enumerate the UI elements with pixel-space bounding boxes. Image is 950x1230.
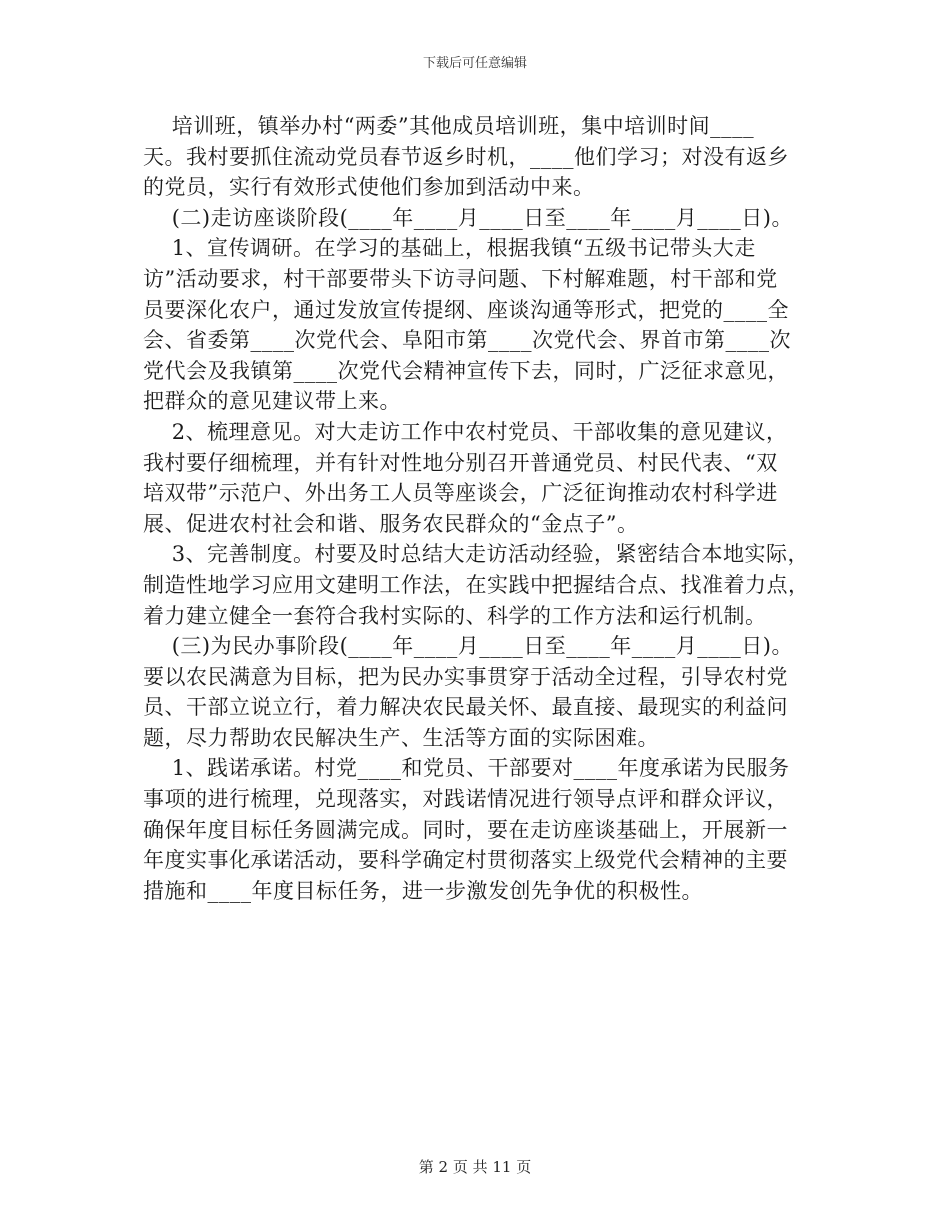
text-line: 会、省委第____次党代会、阜阳市第____次党代会、界首市第____次 xyxy=(143,328,791,353)
page-header: 下载后可任意编辑 xyxy=(422,56,527,71)
text-line: 把群众的意见建议带上来。 xyxy=(143,389,401,414)
text-line: 制造性地学习应用文建明工作法，在实践中把握结合点、找准着力点， xyxy=(143,572,810,597)
page-number: 第 2 页 共 11 页 xyxy=(418,1158,532,1176)
text-line: 年度实事化承诺活动，要科学确定村贯彻落实上级党代会精神的主要 xyxy=(143,848,788,873)
text-line: 3、完善制度。村要及时总结大走访活动经验，紧密结合本地实际， xyxy=(143,542,810,567)
text-line: 员要深化农户，通过发放宣传提纲、座谈沟通等形式，把党的____全 xyxy=(143,297,789,322)
text-line: 1、践诺承诺。村党____和党员、干部要对____年度承诺为民服务 xyxy=(143,756,790,781)
text-line: 培训班，镇举办村“两委”其他成员培训班，集中培训时间____ xyxy=(143,114,755,138)
text-line: 的党员，实行有效形式使他们参加到活动中来。 xyxy=(143,175,595,200)
text-line: 天。我村要抓住流动党员春节返乡时机，____他们学习；对没有返乡 xyxy=(143,144,789,169)
text-line: 2、梳理意见。对大走访工作中农村党员、干部收集的意见建议， xyxy=(143,419,788,444)
section-heading: (三)为民办事阶段(____年____月____日至____年____月____日)。 xyxy=(143,634,793,659)
section-heading: (二)走访座谈阶段(____年____月____日至____年____月____日)。 xyxy=(143,205,793,230)
text-line: 确保年度目标任务圆满完成。同时，要在走访座谈基础上，开展新一 xyxy=(143,817,788,842)
text-line: 着力建立健全一套符合我村实际的、科学的工作方法和运行机制。 xyxy=(143,603,767,628)
text-line: 党代会及我镇第____次党代会精神宣传下去，同时，广泛征求意见， xyxy=(143,358,789,383)
text-line: 我村要仔细梳理，并有针对性地分别召开普通党员、村民代表、“双 xyxy=(143,450,778,475)
text-line: 培双带”示范户、外出务工人员等座谈会，广泛征询推动农村科学进 xyxy=(143,481,778,506)
text-line: 措施和____年度目标任务，进一步激发创先争优的积极性。 xyxy=(143,878,703,903)
text-line: 题，尽力帮助农民解决生产、生活等方面的实际困难。 xyxy=(143,725,659,750)
text-line: 展、促进农村社会和谐、服务农民群众的“金点子”。 xyxy=(143,511,639,536)
text-line: 员、干部立说立行，着力解决农民最关怀、最直接、最现实的利益问 xyxy=(143,695,788,720)
body-text xyxy=(143,111,823,906)
text-line: 要以农民满意为目标，把为民办实事贯穿于活动全过程，引导农村党 xyxy=(143,664,788,689)
text-line: 访”活动要求，村干部要带头下访寻问题、下村解难题，村干部和党 xyxy=(143,266,778,291)
text-line: 1、宣传调研。在学习的基础上，根据我镇“五级书记带头大走 xyxy=(143,236,756,261)
text-line: 事项的进行梳理，兑现落实，对践诺情况进行领导点评和群众评议， xyxy=(143,787,788,812)
